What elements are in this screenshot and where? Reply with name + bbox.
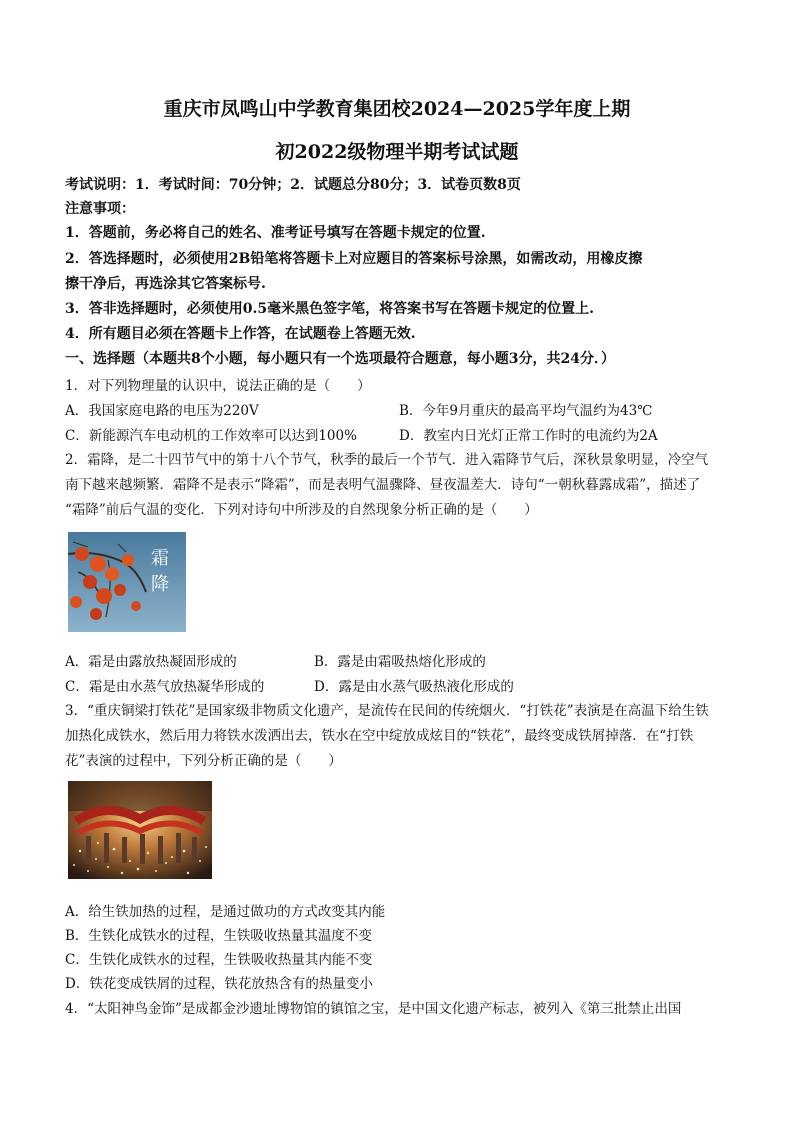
- note-1: 1．答题前，务必将自己的姓名、准考证号填写在答题卡规定的位置.: [65, 225, 486, 241]
- q2-stem-line2: 南下越来越频繁．霜降不是表示“降霜”，而是表明气温骤降、昼夜温差大．诗句“一朝秋暮露成霜”，描述了: [65, 477, 701, 493]
- iron-flower-image: [68, 781, 212, 879]
- q4-stem-line1: 4．“太阳神鸟金饰”是成都金沙遗址博物馆的镇馆之宝，是中国文化遗产标志，被列入《第三批禁止出国: [65, 1001, 682, 1017]
- note-2-line2: 擦干净后，再选涂其它答案标号.: [65, 276, 266, 292]
- frost-descent-image-char-2: 降: [151, 574, 169, 595]
- q2-option-c: C．霜是由水蒸气放热凝华形成的: [65, 679, 265, 695]
- q3-stem-line3: 花”表演的过程中，下列分析正确的是（ ）: [65, 753, 342, 769]
- frost-descent-image-char-1: 霜: [151, 548, 169, 569]
- q3-option-b: B．生铁化成铁水的过程，生铁吸收热量其温度不变: [65, 928, 372, 944]
- q1-stem: 1．对下列物理量的认识中，说法正确的是（ ）: [65, 378, 371, 394]
- note-2-line1: 2．答选择题时，必须使用2B铅笔将答题卡上对应题目的答案标号涂黑，如需改动，用橡皮擦: [65, 251, 643, 267]
- q2-option-b: B．露是由霜吸热熔化形成的: [314, 654, 486, 670]
- q3-option-d: D．铁花变成铁屑的过程，铁花放热含有的热量变小: [65, 976, 373, 992]
- note-4: 4．所有题目必须在答题卡上作答，在试题卷上答题无效.: [65, 326, 416, 342]
- q2-stem-line1: 2．霜降，是二十四节气中的第十八个节气，秋季的最后一个节气．进入霜降节气后，深秋景象明显，冷空气: [65, 452, 709, 468]
- q3-stem-line1: 3．“重庆铜梁打铁花”是国家级非物质文化遗产，是流传在民间的传统烟火．“打铁花”表演是在高温下给生铁: [65, 703, 709, 719]
- q3-stem-line2: 加热化成铁水，然后用力将铁水泼洒出去，铁水在空中绽放成炫目的“铁花”，最终变成铁屑掉落．在“打铁: [65, 728, 694, 744]
- notes-heading: 注意事项：: [65, 201, 135, 217]
- q1-option-c: C．新能源汽车电动机的工作效率可以达到100%: [65, 428, 357, 444]
- exam-info: 考试说明：1．考试时间：70分钟；2．试题总分80分；3．试卷页数8页: [65, 177, 521, 193]
- page-title-line1: 重庆市凤鸣山中学教育集团校2024—2025学年度上期: [163, 98, 631, 120]
- q2-option-a: A．霜是由露放热凝固形成的: [65, 654, 237, 670]
- q1-option-b: B．今年9月重庆的最高平均气温约为43℃: [399, 403, 653, 419]
- frost-descent-image: [68, 532, 186, 632]
- note-3: 3．答非选择题时，必须使用0.5毫米黑色签字笔，将答案书写在答题卡规定的位置上.: [65, 301, 594, 317]
- q2-stem-line3: “霜降”前后气温的变化．下列对诗句中所涉及的自然现象分析正确的是（ ）: [65, 502, 538, 518]
- q1-option-a: A．我国家庭电路的电压为220V: [65, 403, 259, 419]
- q3-option-a: A．给生铁加热的过程，是通过做功的方式改变其内能: [65, 904, 386, 920]
- q3-option-c: C．生铁化成铁水的过程，生铁吸收热量其内能不变: [65, 952, 373, 968]
- section-1-heading: 一、选择题（本题共8个小题，每小题只有一个选项最符合题意，每小题3分，共24分．）: [65, 351, 615, 367]
- q1-option-d: D．教室内日光灯正常工作时的电流约为2A: [399, 428, 658, 444]
- q2-option-d: D．露是由水蒸气吸热液化形成的: [314, 679, 514, 695]
- page-title-line2: 初2022级物理半期考试试题: [275, 141, 519, 163]
